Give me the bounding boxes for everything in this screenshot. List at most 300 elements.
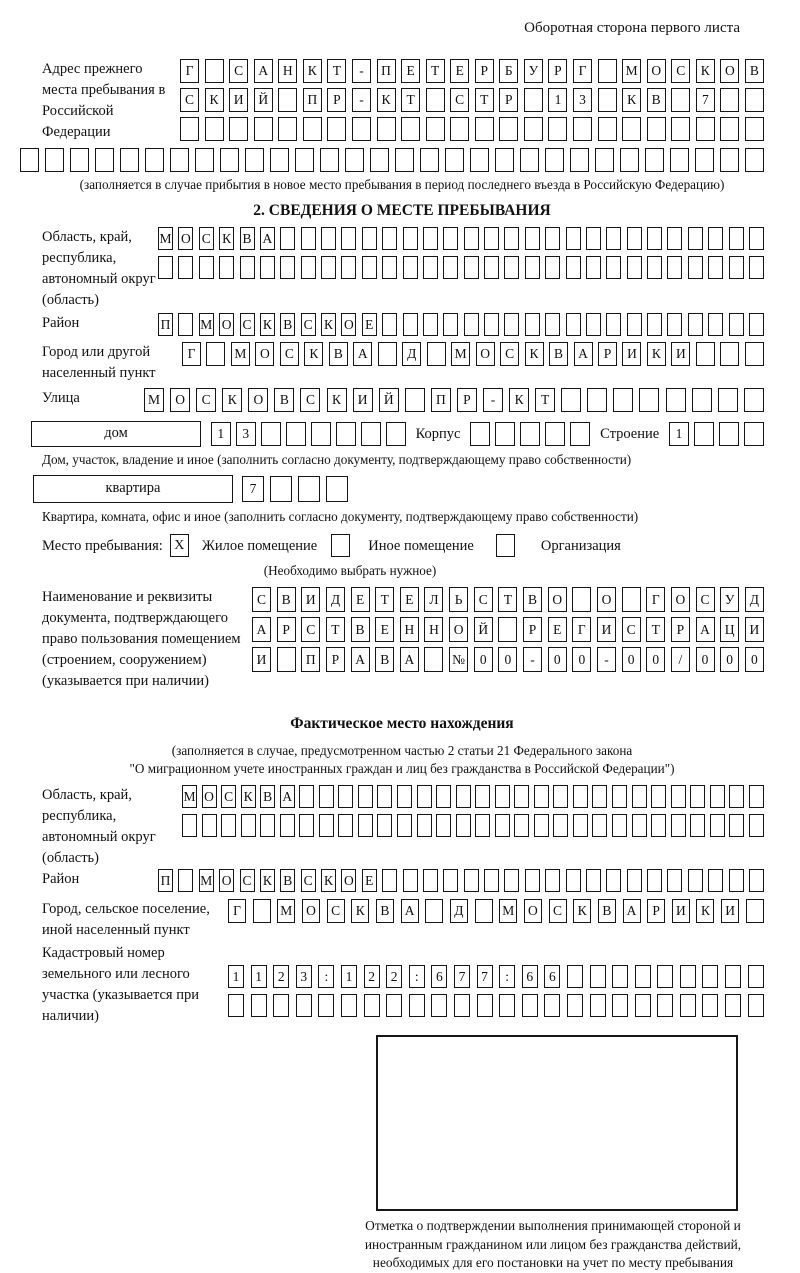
char-cell[interactable] bbox=[720, 117, 739, 141]
char-cell[interactable] bbox=[729, 785, 744, 808]
char-cell[interactable] bbox=[464, 869, 479, 892]
char-cell[interactable]: О bbox=[524, 899, 542, 923]
char-cell[interactable]: Й bbox=[474, 617, 493, 642]
char-cell[interactable]: Г bbox=[182, 342, 201, 366]
char-cell[interactable]: 0 bbox=[474, 647, 493, 672]
char-cell[interactable] bbox=[180, 117, 199, 141]
char-cell[interactable] bbox=[627, 227, 642, 250]
char-cell[interactable] bbox=[475, 785, 490, 808]
char-cell[interactable]: К bbox=[327, 388, 347, 412]
char-cell[interactable]: И bbox=[229, 88, 248, 112]
char-cell[interactable]: О bbox=[219, 313, 234, 336]
char-cell[interactable] bbox=[321, 227, 336, 250]
char-cell[interactable] bbox=[612, 814, 627, 837]
char-cell[interactable]: И bbox=[353, 388, 373, 412]
char-cell[interactable] bbox=[278, 117, 297, 141]
char-cell[interactable]: С bbox=[301, 869, 316, 892]
char-cell[interactable]: О bbox=[302, 899, 320, 923]
char-cell[interactable] bbox=[299, 785, 314, 808]
korpus-cells[interactable] bbox=[470, 422, 590, 446]
char-cell[interactable] bbox=[667, 313, 682, 336]
char-cell[interactable]: С bbox=[199, 227, 214, 250]
char-cell[interactable] bbox=[424, 647, 443, 672]
char-cell[interactable]: С bbox=[301, 617, 320, 642]
char-cell[interactable]: А bbox=[574, 342, 593, 366]
char-cell[interactable]: К bbox=[321, 313, 336, 336]
char-cell[interactable] bbox=[336, 422, 356, 446]
char-cell[interactable] bbox=[278, 88, 297, 112]
char-cell[interactable]: Р bbox=[523, 617, 542, 642]
char-cell[interactable] bbox=[423, 227, 438, 250]
char-cell[interactable]: М bbox=[182, 785, 197, 808]
char-cell[interactable] bbox=[749, 256, 764, 279]
char-cell[interactable]: О bbox=[548, 587, 567, 612]
char-cell[interactable] bbox=[495, 148, 514, 172]
char-cell[interactable] bbox=[632, 814, 647, 837]
char-cell[interactable] bbox=[545, 422, 565, 446]
char-cell[interactable]: Г bbox=[180, 59, 199, 83]
char-cell[interactable]: Е bbox=[375, 617, 394, 642]
char-cell[interactable] bbox=[692, 388, 712, 412]
char-cell[interactable] bbox=[158, 256, 173, 279]
char-cell[interactable]: Т bbox=[375, 587, 394, 612]
char-cell[interactable] bbox=[464, 227, 479, 250]
char-cell[interactable] bbox=[570, 422, 590, 446]
char-cell[interactable] bbox=[729, 313, 744, 336]
char-cell[interactable]: 7 bbox=[696, 88, 715, 112]
char-cell[interactable] bbox=[417, 814, 432, 837]
char-cell[interactable]: О bbox=[647, 59, 666, 83]
document-row-3[interactable] bbox=[252, 647, 764, 672]
char-cell[interactable] bbox=[680, 965, 696, 988]
char-cell[interactable] bbox=[70, 148, 89, 172]
char-cell[interactable]: И bbox=[301, 587, 320, 612]
char-cell[interactable] bbox=[745, 117, 764, 141]
char-cell[interactable]: С bbox=[240, 869, 255, 892]
char-cell[interactable]: Й bbox=[254, 88, 273, 112]
char-cell[interactable] bbox=[524, 117, 543, 141]
char-cell[interactable] bbox=[622, 117, 641, 141]
char-cell[interactable] bbox=[627, 869, 642, 892]
char-cell[interactable]: М bbox=[277, 899, 295, 923]
char-cell[interactable] bbox=[570, 148, 589, 172]
char-cell[interactable] bbox=[409, 994, 425, 1017]
char-cell[interactable]: Д bbox=[450, 899, 468, 923]
char-cell[interactable] bbox=[592, 785, 607, 808]
char-cell[interactable] bbox=[377, 814, 392, 837]
char-cell[interactable]: О bbox=[202, 785, 217, 808]
char-cell[interactable]: К bbox=[696, 59, 715, 83]
char-cell[interactable]: О bbox=[219, 869, 234, 892]
char-cell[interactable] bbox=[688, 869, 703, 892]
char-cell[interactable]: М bbox=[622, 59, 641, 83]
char-cell[interactable] bbox=[423, 256, 438, 279]
char-cell[interactable] bbox=[319, 814, 334, 837]
char-cell[interactable] bbox=[450, 117, 469, 141]
char-cell[interactable] bbox=[702, 965, 718, 988]
char-cell[interactable] bbox=[606, 869, 621, 892]
char-cell[interactable] bbox=[270, 148, 289, 172]
char-cell[interactable] bbox=[749, 814, 764, 837]
char-cell[interactable]: Д bbox=[745, 587, 764, 612]
checkbox-other-premises[interactable] bbox=[331, 534, 350, 557]
char-cell[interactable] bbox=[590, 994, 606, 1017]
stroenie-cells[interactable] bbox=[669, 422, 764, 446]
char-cell[interactable] bbox=[671, 117, 690, 141]
char-cell[interactable]: И bbox=[622, 342, 641, 366]
cadastre-row-2[interactable] bbox=[228, 994, 764, 1017]
char-cell[interactable] bbox=[456, 785, 471, 808]
char-cell[interactable] bbox=[635, 965, 651, 988]
apartment-cells[interactable] bbox=[242, 476, 348, 502]
char-cell[interactable]: - bbox=[597, 647, 616, 672]
char-cell[interactable]: Г bbox=[646, 587, 665, 612]
char-cell[interactable]: 2 bbox=[364, 965, 380, 988]
char-cell[interactable] bbox=[311, 422, 331, 446]
char-cell[interactable] bbox=[746, 899, 764, 923]
char-cell[interactable]: В bbox=[549, 342, 568, 366]
char-cell[interactable]: М bbox=[451, 342, 470, 366]
char-cell[interactable]: П bbox=[377, 59, 396, 83]
char-cell[interactable] bbox=[680, 994, 696, 1017]
char-cell[interactable] bbox=[504, 313, 519, 336]
char-cell[interactable]: О bbox=[341, 869, 356, 892]
char-cell[interactable]: В bbox=[376, 899, 394, 923]
char-cell[interactable] bbox=[567, 965, 583, 988]
s2-region-row-1[interactable] bbox=[158, 227, 764, 250]
char-cell[interactable] bbox=[566, 313, 581, 336]
char-cell[interactable] bbox=[710, 814, 725, 837]
char-cell[interactable] bbox=[690, 814, 705, 837]
char-cell[interactable] bbox=[199, 256, 214, 279]
char-cell[interactable]: К bbox=[241, 785, 256, 808]
char-cell[interactable] bbox=[178, 869, 193, 892]
char-cell[interactable] bbox=[495, 422, 515, 446]
prev-address-row-4[interactable] bbox=[20, 148, 764, 172]
char-cell[interactable] bbox=[749, 227, 764, 250]
char-cell[interactable] bbox=[205, 59, 224, 83]
char-cell[interactable]: 0 bbox=[498, 647, 517, 672]
char-cell[interactable]: И bbox=[597, 617, 616, 642]
document-row-1[interactable] bbox=[252, 587, 764, 612]
char-cell[interactable] bbox=[362, 256, 377, 279]
char-cell[interactable] bbox=[420, 148, 439, 172]
char-cell[interactable] bbox=[245, 148, 264, 172]
char-cell[interactable] bbox=[253, 899, 271, 923]
char-cell[interactable] bbox=[277, 647, 296, 672]
char-cell[interactable]: Ц bbox=[720, 617, 739, 642]
char-cell[interactable] bbox=[296, 994, 312, 1017]
char-cell[interactable] bbox=[454, 994, 470, 1017]
char-cell[interactable] bbox=[645, 148, 664, 172]
char-cell[interactable]: Т bbox=[498, 587, 517, 612]
char-cell[interactable]: С bbox=[622, 617, 641, 642]
char-cell[interactable] bbox=[484, 227, 499, 250]
char-cell[interactable] bbox=[423, 869, 438, 892]
s2-street-cells[interactable] bbox=[144, 388, 764, 412]
char-cell[interactable] bbox=[299, 814, 314, 837]
char-cell[interactable] bbox=[338, 814, 353, 837]
char-cell[interactable]: К bbox=[377, 88, 396, 112]
char-cell[interactable] bbox=[443, 227, 458, 250]
char-cell[interactable] bbox=[202, 814, 217, 837]
char-cell[interactable] bbox=[475, 899, 493, 923]
char-cell[interactable] bbox=[145, 148, 164, 172]
char-cell[interactable]: Г bbox=[572, 617, 591, 642]
char-cell[interactable] bbox=[382, 256, 397, 279]
char-cell[interactable]: К bbox=[525, 342, 544, 366]
char-cell[interactable] bbox=[221, 814, 236, 837]
char-cell[interactable] bbox=[749, 785, 764, 808]
char-cell[interactable]: А bbox=[623, 899, 641, 923]
char-cell[interactable]: 1 bbox=[228, 965, 244, 988]
char-cell[interactable]: В bbox=[260, 785, 275, 808]
char-cell[interactable] bbox=[301, 227, 316, 250]
char-cell[interactable] bbox=[567, 994, 583, 1017]
char-cell[interactable] bbox=[425, 899, 443, 923]
char-cell[interactable]: А bbox=[401, 899, 419, 923]
char-cell[interactable] bbox=[729, 814, 744, 837]
char-cell[interactable]: - bbox=[352, 88, 371, 112]
char-cell[interactable]: 3 bbox=[296, 965, 312, 988]
char-cell[interactable] bbox=[426, 117, 445, 141]
char-cell[interactable] bbox=[635, 994, 651, 1017]
char-cell[interactable] bbox=[484, 256, 499, 279]
char-cell[interactable] bbox=[378, 342, 397, 366]
char-cell[interactable] bbox=[525, 313, 540, 336]
s3-region-row-2[interactable] bbox=[182, 814, 764, 837]
char-cell[interactable]: Е bbox=[401, 59, 420, 83]
char-cell[interactable]: П bbox=[158, 313, 173, 336]
char-cell[interactable]: Р bbox=[598, 342, 617, 366]
char-cell[interactable] bbox=[553, 814, 568, 837]
char-cell[interactable]: 0 bbox=[745, 647, 764, 672]
char-cell[interactable]: - bbox=[523, 647, 542, 672]
char-cell[interactable] bbox=[525, 227, 540, 250]
char-cell[interactable]: К bbox=[696, 899, 714, 923]
char-cell[interactable]: О bbox=[476, 342, 495, 366]
char-cell[interactable] bbox=[260, 256, 275, 279]
char-cell[interactable] bbox=[475, 814, 490, 837]
char-cell[interactable]: 1 bbox=[251, 965, 267, 988]
char-cell[interactable]: О bbox=[720, 59, 739, 83]
char-cell[interactable] bbox=[613, 388, 633, 412]
char-cell[interactable] bbox=[241, 814, 256, 837]
char-cell[interactable] bbox=[592, 814, 607, 837]
char-cell[interactable] bbox=[586, 313, 601, 336]
char-cell[interactable] bbox=[382, 227, 397, 250]
char-cell[interactable]: С bbox=[180, 88, 199, 112]
char-cell[interactable] bbox=[639, 388, 659, 412]
char-cell[interactable]: А bbox=[280, 785, 295, 808]
char-cell[interactable] bbox=[240, 256, 255, 279]
char-cell[interactable] bbox=[228, 994, 244, 1017]
char-cell[interactable]: О bbox=[255, 342, 274, 366]
char-cell[interactable]: Е bbox=[351, 587, 370, 612]
char-cell[interactable]: И bbox=[745, 617, 764, 642]
char-cell[interactable] bbox=[524, 88, 543, 112]
char-cell[interactable]: К bbox=[647, 342, 666, 366]
char-cell[interactable]: Л bbox=[424, 587, 443, 612]
char-cell[interactable] bbox=[295, 148, 314, 172]
char-cell[interactable]: О bbox=[671, 587, 690, 612]
char-cell[interactable] bbox=[647, 869, 662, 892]
char-cell[interactable]: : bbox=[499, 965, 515, 988]
char-cell[interactable]: 6 bbox=[431, 965, 447, 988]
char-cell[interactable] bbox=[251, 994, 267, 1017]
char-cell[interactable] bbox=[475, 117, 494, 141]
char-cell[interactable]: Е bbox=[362, 869, 377, 892]
char-cell[interactable] bbox=[566, 256, 581, 279]
char-cell[interactable] bbox=[745, 148, 764, 172]
char-cell[interactable] bbox=[744, 388, 764, 412]
char-cell[interactable]: № bbox=[449, 647, 468, 672]
char-cell[interactable] bbox=[647, 117, 666, 141]
char-cell[interactable] bbox=[708, 313, 723, 336]
stamp-box[interactable] bbox=[376, 1035, 738, 1211]
char-cell[interactable]: О bbox=[449, 617, 468, 642]
char-cell[interactable] bbox=[749, 869, 764, 892]
char-cell[interactable]: 1 bbox=[548, 88, 567, 112]
char-cell[interactable]: В bbox=[274, 388, 294, 412]
char-cell[interactable] bbox=[504, 227, 519, 250]
char-cell[interactable] bbox=[720, 88, 739, 112]
char-cell[interactable] bbox=[573, 814, 588, 837]
char-cell[interactable] bbox=[667, 869, 682, 892]
char-cell[interactable] bbox=[254, 117, 273, 141]
char-cell[interactable]: К bbox=[321, 869, 336, 892]
char-cell[interactable] bbox=[464, 256, 479, 279]
char-cell[interactable]: К bbox=[573, 899, 591, 923]
char-cell[interactable]: Д bbox=[326, 587, 345, 612]
char-cell[interactable] bbox=[182, 814, 197, 837]
char-cell[interactable]: Е bbox=[362, 313, 377, 336]
char-cell[interactable]: О bbox=[248, 388, 268, 412]
char-cell[interactable] bbox=[667, 227, 682, 250]
char-cell[interactable] bbox=[708, 227, 723, 250]
char-cell[interactable] bbox=[498, 617, 517, 642]
char-cell[interactable] bbox=[545, 227, 560, 250]
house-number-cells[interactable] bbox=[211, 422, 406, 446]
char-cell[interactable] bbox=[20, 148, 39, 172]
char-cell[interactable] bbox=[708, 256, 723, 279]
char-cell[interactable] bbox=[120, 148, 139, 172]
char-cell[interactable]: А bbox=[254, 59, 273, 83]
char-cell[interactable] bbox=[647, 256, 662, 279]
char-cell[interactable] bbox=[688, 227, 703, 250]
char-cell[interactable] bbox=[386, 422, 406, 446]
char-cell[interactable] bbox=[671, 785, 686, 808]
char-cell[interactable] bbox=[525, 869, 540, 892]
char-cell[interactable]: : bbox=[318, 965, 334, 988]
char-cell[interactable]: Р bbox=[475, 59, 494, 83]
char-cell[interactable] bbox=[729, 869, 744, 892]
char-cell[interactable]: И bbox=[671, 342, 690, 366]
char-cell[interactable]: П bbox=[158, 869, 173, 892]
char-cell[interactable] bbox=[504, 256, 519, 279]
char-cell[interactable]: К bbox=[205, 88, 224, 112]
char-cell[interactable]: Т bbox=[426, 59, 445, 83]
char-cell[interactable] bbox=[470, 148, 489, 172]
char-cell[interactable] bbox=[694, 422, 714, 446]
char-cell[interactable] bbox=[695, 148, 714, 172]
char-cell[interactable]: / bbox=[671, 647, 690, 672]
char-cell[interactable] bbox=[671, 814, 686, 837]
char-cell[interactable] bbox=[534, 814, 549, 837]
char-cell[interactable] bbox=[572, 587, 591, 612]
char-cell[interactable] bbox=[586, 227, 601, 250]
char-cell[interactable] bbox=[566, 869, 581, 892]
char-cell[interactable]: С bbox=[327, 899, 345, 923]
char-cell[interactable]: С bbox=[450, 88, 469, 112]
char-cell[interactable]: Р bbox=[327, 88, 346, 112]
char-cell[interactable]: А bbox=[353, 342, 372, 366]
char-cell[interactable]: Г bbox=[228, 899, 246, 923]
char-cell[interactable]: 1 bbox=[669, 422, 689, 446]
char-cell[interactable]: 6 bbox=[522, 965, 538, 988]
document-row-2[interactable] bbox=[252, 617, 764, 642]
char-cell[interactable] bbox=[544, 994, 560, 1017]
char-cell[interactable] bbox=[405, 388, 425, 412]
char-cell[interactable] bbox=[598, 117, 617, 141]
char-cell[interactable] bbox=[401, 117, 420, 141]
char-cell[interactable]: А bbox=[351, 647, 370, 672]
char-cell[interactable] bbox=[364, 994, 380, 1017]
char-cell[interactable] bbox=[670, 148, 689, 172]
s3-region-row-1[interactable] bbox=[182, 785, 764, 808]
char-cell[interactable]: С bbox=[500, 342, 519, 366]
char-cell[interactable] bbox=[178, 256, 193, 279]
s2-city-cells[interactable] bbox=[182, 342, 764, 366]
char-cell[interactable]: С bbox=[474, 587, 493, 612]
char-cell[interactable] bbox=[748, 965, 764, 988]
char-cell[interactable] bbox=[206, 342, 225, 366]
char-cell[interactable] bbox=[443, 256, 458, 279]
checkbox-residential[interactable]: X bbox=[170, 534, 189, 557]
char-cell[interactable]: К bbox=[304, 342, 323, 366]
char-cell[interactable] bbox=[606, 313, 621, 336]
char-cell[interactable] bbox=[573, 785, 588, 808]
char-cell[interactable] bbox=[352, 117, 371, 141]
char-cell[interactable] bbox=[744, 422, 764, 446]
char-cell[interactable] bbox=[587, 388, 607, 412]
char-cell[interactable] bbox=[651, 785, 666, 808]
char-cell[interactable]: О bbox=[178, 227, 193, 250]
char-cell[interactable] bbox=[520, 422, 540, 446]
char-cell[interactable]: О bbox=[341, 313, 356, 336]
char-cell[interactable] bbox=[620, 148, 639, 172]
char-cell[interactable]: К bbox=[622, 88, 641, 112]
char-cell[interactable] bbox=[666, 388, 686, 412]
char-cell[interactable] bbox=[298, 476, 320, 502]
char-cell[interactable] bbox=[301, 256, 316, 279]
char-cell[interactable]: С bbox=[240, 313, 255, 336]
char-cell[interactable] bbox=[417, 785, 432, 808]
char-cell[interactable]: А bbox=[696, 617, 715, 642]
char-cell[interactable] bbox=[273, 994, 289, 1017]
char-cell[interactable] bbox=[671, 88, 690, 112]
char-cell[interactable]: С bbox=[229, 59, 248, 83]
char-cell[interactable]: В bbox=[240, 227, 255, 250]
char-cell[interactable] bbox=[280, 814, 295, 837]
char-cell[interactable]: А bbox=[260, 227, 275, 250]
char-cell[interactable] bbox=[612, 785, 627, 808]
char-cell[interactable] bbox=[586, 869, 601, 892]
char-cell[interactable] bbox=[464, 313, 479, 336]
char-cell[interactable]: Т bbox=[475, 88, 494, 112]
char-cell[interactable] bbox=[688, 313, 703, 336]
char-cell[interactable]: 1 bbox=[341, 965, 357, 988]
